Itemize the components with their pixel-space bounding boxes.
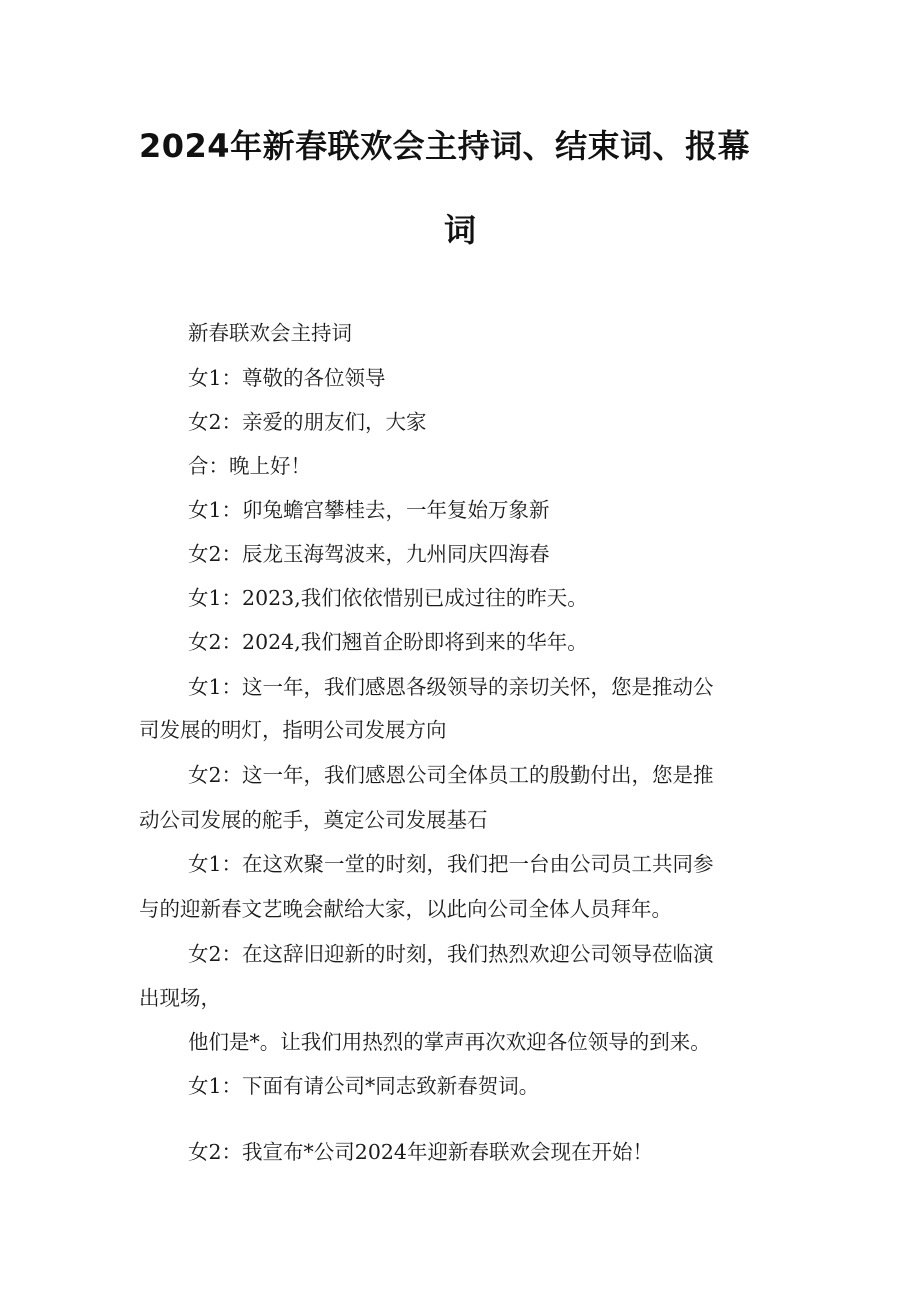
paragraph-line: 女2：我宣布*公司2024年迎新春联欢会现在开始！ xyxy=(188,1140,653,1164)
paragraph-line: 他们是*。让我们用热烈的掌声再次欢迎各位领导的到来。 xyxy=(188,1030,711,1054)
section-heading: 新春联欢会主持词 xyxy=(188,321,352,345)
paragraph-line: 女1：2023,我们依依惜别已成过往的昨天。 xyxy=(188,586,588,610)
document-title-line-1: 2024年新春联欢会主持词、结束词、报幕 xyxy=(139,127,751,165)
paragraph-line: 合：晚上好！ xyxy=(188,454,311,478)
paragraph-line: 女2：辰龙玉海驾波来，九州同庆四海春 xyxy=(188,542,550,566)
paragraph-line: 动公司发展的舵手，奠定公司发展基石 xyxy=(139,808,488,832)
paragraph-line: 女2：这一年，我们感恩公司全体员工的殷勤付出，您是推 xyxy=(188,763,714,787)
paragraph-line: 女1：在这欢聚一堂的时刻，我们把一台由公司员工共同参 xyxy=(188,852,714,876)
paragraph-line: 女1：尊敬的各位领导 xyxy=(188,366,386,390)
paragraph-line: 女2：2024,我们翘首企盼即将到来的华年。 xyxy=(188,630,588,654)
paragraph-line: 出现场， xyxy=(139,986,221,1010)
paragraph-line: 女1：下面有请公司*同志致新春贺词。 xyxy=(188,1074,540,1098)
paragraph-line: 女1：这一年，我们感恩各级领导的亲切关怀，您是推动公 xyxy=(188,675,714,699)
paragraph-line: 女2：在这辞旧迎新的时刻，我们热烈欢迎公司领导莅临演 xyxy=(188,942,714,966)
document-title-line-2: 词 xyxy=(443,211,476,249)
paragraph-line: 与的迎新春文艺晚会献给大家，以此向公司全体人员拜年。 xyxy=(139,897,672,921)
paragraph-line: 女1：卯兔蟾宫攀桂去，一年复始万象新 xyxy=(188,498,550,522)
paragraph-line: 女2：亲爱的朋友们，大家 xyxy=(188,410,427,434)
paragraph-line: 司发展的明灯，指明公司发展方向 xyxy=(139,718,447,742)
